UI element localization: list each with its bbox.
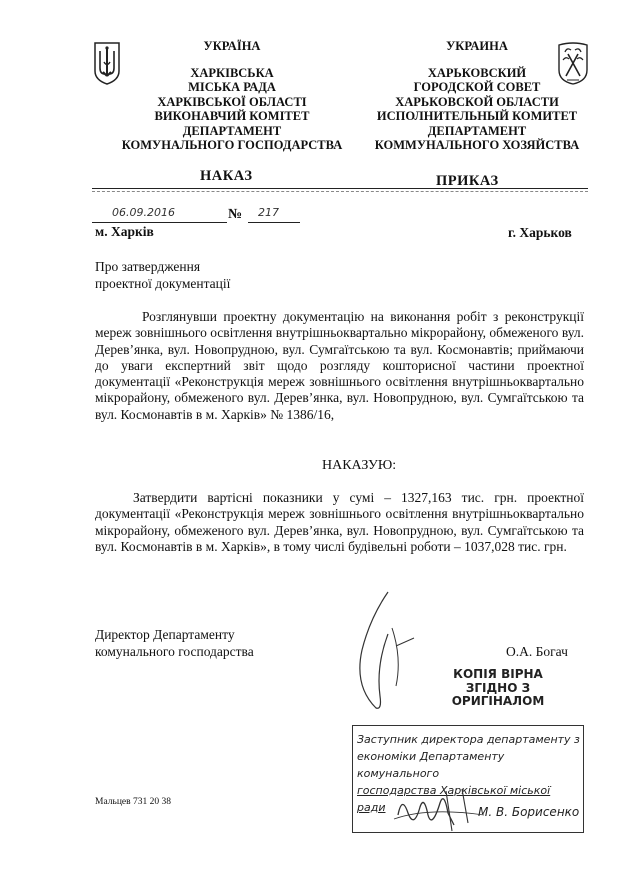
date-underline bbox=[92, 222, 227, 223]
executor-footer: Мальцев 731 20 38 bbox=[95, 797, 171, 807]
certifying-stamp-line: економіки Департаменту комунального bbox=[357, 750, 505, 780]
copy-certified-stamp bbox=[448, 668, 548, 709]
decision bbox=[95, 490, 584, 555]
handwritten-signature-2 bbox=[388, 785, 488, 835]
city-ru: г. Харьков bbox=[508, 225, 572, 240]
header-right-line: ГОРОДСКОЙ СОВЕТ bbox=[413, 80, 541, 94]
preamble bbox=[95, 309, 584, 423]
header-right-line: ХАРЬКОВСКИЙ bbox=[427, 65, 527, 80]
certifying-stamp-name: М. В. Борисенко bbox=[478, 805, 580, 819]
header-left-line: ХАРКІВСЬКА bbox=[190, 65, 274, 80]
header-right-line: ХАРЬКОВСКОЙ ОБЛАСТИ bbox=[395, 94, 559, 109]
subject-line: проектної документації bbox=[95, 275, 231, 291]
header-right bbox=[345, 39, 609, 153]
order-title-ua: НАКАЗ bbox=[200, 168, 253, 184]
copy-stamp-line: КОПІЯ ВІРНА bbox=[453, 667, 543, 681]
preamble-text: Розглянувши проектну документацію на виконання робіт з реконструкції мереж зовнішнього освітлення внутрішньоквартально мікрорайону, обмеженого вул. Дерев’янка, вул. Новопрудною, вул. Сумгаїтською та вул. Космонавтів; приймаючи до уваги експертний звіт щодо розгляду кошторисної частини проектної документації «Реконструкція мереж зовнішнього освітлення внутрішньоквартально мікрорайону, обмеженого вул. Дерев’янка, вул. Новопрудною, вул. Сумгаїтською та вул. Космонавтів в м. Харків» № 1386/16, bbox=[95, 309, 584, 422]
copy-stamp-line: ОРИГІНАЛОМ bbox=[451, 694, 545, 708]
number-underline bbox=[248, 222, 300, 223]
header-left-line: ДЕПАРТАМЕНТ bbox=[182, 123, 282, 138]
header-divider bbox=[92, 191, 588, 192]
order-number-sign: № bbox=[228, 207, 243, 222]
subject bbox=[95, 259, 230, 292]
certifying-stamp-line: Заступник директора департаменту з bbox=[357, 733, 580, 746]
order-date: 06.09.2016 bbox=[112, 206, 175, 219]
header-right-line: КОММУНАЛЬНОГО ХОЗЯЙСТВА bbox=[374, 138, 580, 152]
header-left bbox=[102, 39, 362, 153]
signatory-name: О.А. Богач bbox=[506, 644, 568, 659]
directive: НАКАЗУЮ: bbox=[322, 458, 397, 473]
subject-line: Про затвердження bbox=[95, 259, 201, 274]
header-divider bbox=[92, 188, 588, 189]
signatory-position-line: комунального господарства bbox=[95, 643, 254, 659]
header-left-country: УКРАЇНА bbox=[203, 39, 261, 53]
header-right-line: ИСПОЛНИТЕЛЬНЫЙ КОМИТЕТ bbox=[376, 109, 578, 123]
order-title-ru: ПРИКАЗ bbox=[436, 173, 499, 189]
header-right-country: УКРАИНА bbox=[446, 39, 508, 53]
header-left-line: КОМУНАЛЬНОГО ГОСПОДАРСТВА bbox=[121, 138, 343, 152]
header-left-line: ХАРКІВСЬКОЇ ОБЛАСТІ bbox=[157, 94, 307, 109]
signatory-position-line: Директор Департаменту bbox=[95, 627, 235, 642]
city-ua: м. Харків bbox=[95, 224, 154, 239]
header-left-line: ВИКОНАВЧИЙ КОМІТЕТ bbox=[154, 109, 310, 123]
copy-stamp-line: ЗГІДНО З bbox=[465, 680, 531, 695]
handwritten-signature bbox=[318, 588, 428, 714]
header-right-line: ДЕПАРТАМЕНТ bbox=[427, 123, 527, 138]
certifying-stamp-line: господарства Харківської міської ради bbox=[357, 784, 551, 814]
header-left-line: МІСЬКА РАДА bbox=[188, 80, 276, 94]
signatory-position bbox=[95, 627, 254, 660]
decision-text: Затвердити вартісні показники у сумі – 1327,163 тис. грн. проектної документації «Реконструкція мереж зовнішнього освітлення внутрішньоквартально мікрорайону, обмеженого вул. Дерев’янка, вул. Новопрудною, вул. Сумгаїтською та вул. Космонавтів в м. Харків», в тому числі будівельні роботи – 1037,028 тис. грн. bbox=[95, 490, 584, 554]
order-number: 217 bbox=[258, 206, 279, 219]
